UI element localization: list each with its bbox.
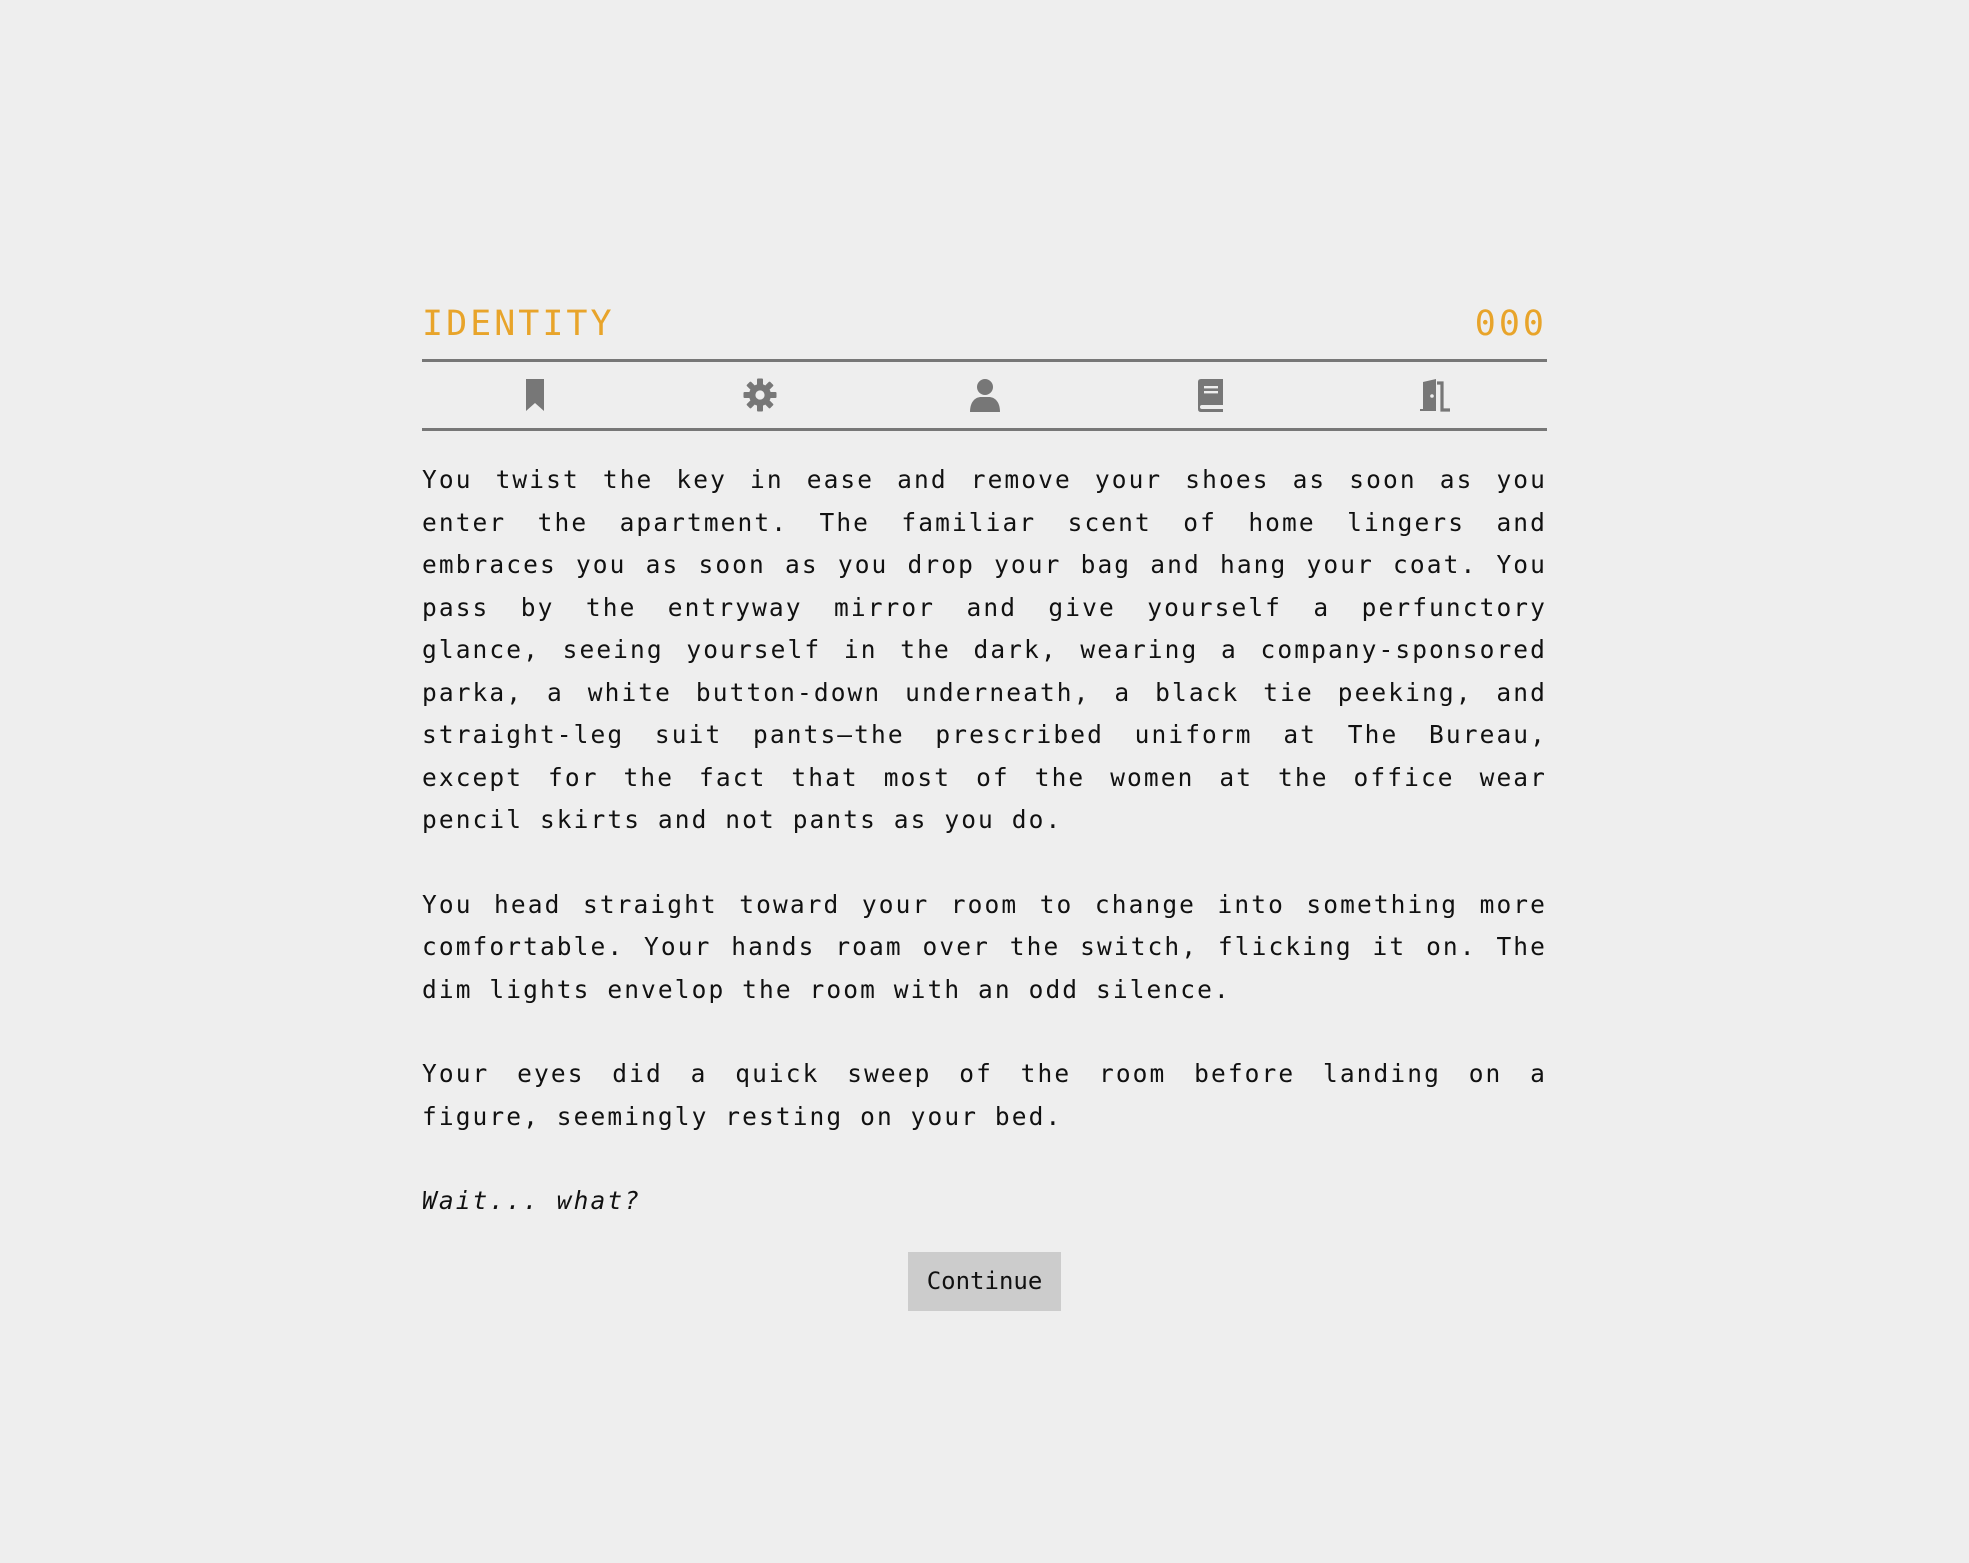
story-paragraph: Your eyes did a quick sweep of the room before landing on a figure, seemingly resting on your bed. [422, 1059, 1547, 1131]
exit-button[interactable] [1415, 375, 1455, 415]
bookmark-icon [517, 377, 553, 413]
story-text [422, 459, 1547, 1223]
story-paragraph: You twist the key in ease and remove your shoes as soon as you enter the apartment. The familiar scent of home lingers and embraces you as soon as you drop your bag and hang your coat. You pass by the entryway mirror and give yourself a perfunctory glance, seeing yourself in the dark, wearing a company-sponsored parka, a white button-down underneath, a black tie peeking, and straight-leg suit pants—the prescribed uniform at The Bureau, except for the fact that most of the women at the office wear pencil skirts and not pants as you do. [422, 465, 1547, 834]
book-icon [1192, 377, 1228, 413]
game-title: IDENTITY [422, 304, 615, 344]
toolbar [422, 359, 1547, 431]
story-paragraph-italic: Wait... what? [422, 1186, 642, 1215]
game-panel [422, 290, 1547, 1311]
bookmark-button[interactable] [515, 375, 555, 415]
header [422, 290, 1547, 342]
gear-icon [742, 377, 778, 413]
story-paragraph: You head straight toward your room to change into something more comfortable. Your hands roam over the switch, flicking it on. The dim lights envelop the room with an odd silence. [422, 889, 1547, 1004]
character-button[interactable] [965, 375, 1005, 415]
score-counter: 000 [1474, 304, 1547, 344]
journal-button[interactable] [1190, 375, 1230, 415]
user-icon [967, 377, 1003, 413]
continue-button[interactable]: Continue [908, 1252, 1062, 1311]
settings-button[interactable] [740, 375, 780, 415]
continue-container [422, 1252, 1547, 1311]
door-exit-icon [1417, 377, 1453, 413]
